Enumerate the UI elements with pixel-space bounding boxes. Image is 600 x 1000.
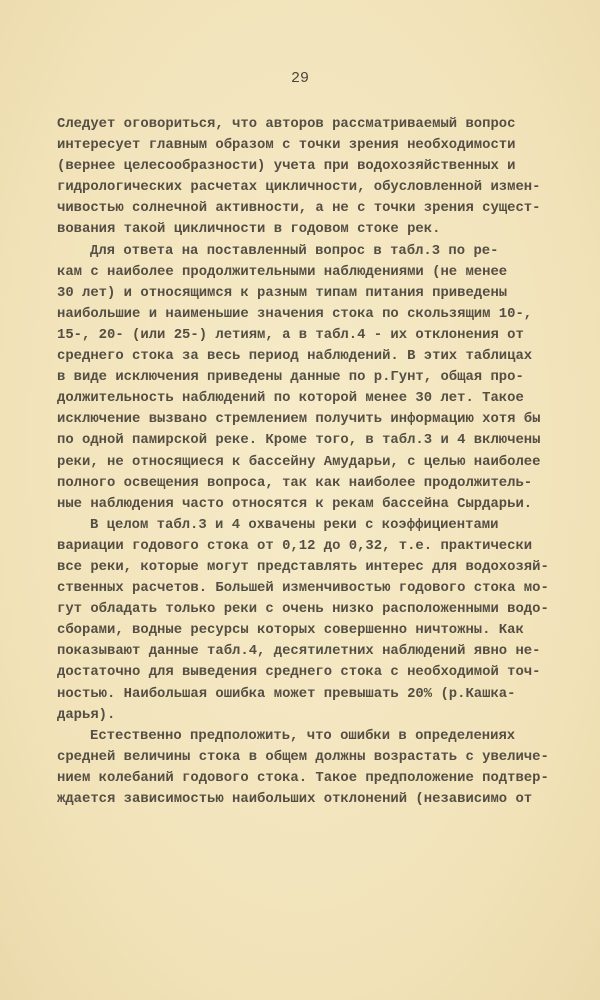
text-line: Для ответа на поставленный вопрос в табл.3 по ре- <box>90 242 499 259</box>
text-line: вариации годового стока от 0,12 до 0,32, т.е. практически <box>57 537 533 554</box>
text-line: чивостью солнечной активности, а не с точки зрения сущест- <box>57 200 541 217</box>
text-line: ностью. Наибольшая ошибка может превышать 20% (р.Кашка- <box>57 685 516 702</box>
text-line: показывают данные табл.4, десятилетних наблюдений явно не- <box>57 643 541 660</box>
text-line: все реки, которые могут представлять интерес для водохозяй- <box>57 558 549 575</box>
text-line: дарья). <box>57 706 116 723</box>
text-line: наибольшие и наименьшие значения стока по скользящим 10-, <box>57 305 533 322</box>
text-line: гидрологических расчетах цикличности, обусловленной измен- <box>57 179 541 196</box>
text-line: 15-, 20- (или 25-) летиям, а в табл.4 - их отклонения от <box>57 326 524 343</box>
text-line: ждается зависимостью наибольших отклонений (независимо от <box>57 791 533 807</box>
text-line: реки, не относящиеся к бассейну Амударьи, с целью наиболее <box>57 453 541 470</box>
text-line: гут обладать только реки с очень низко расположенными водо- <box>57 601 549 618</box>
text-line: нием колебаний годового стока. Такое предположение подтвер- <box>57 769 549 786</box>
text-line: исключение вызвано стремлением получить информацию хотя бы <box>57 411 541 428</box>
text-line: вования такой цикличности в годовом стоке рек. <box>57 221 441 238</box>
text-line: (вернее целесообразности) учета при водохозяйственных и <box>57 158 516 175</box>
text-line: ные наблюдения часто относятся к рекам бассейна Сырдарьи. <box>57 495 533 512</box>
text-line: ственных расчетов. Большей изменчивостью годового стока мо- <box>57 580 549 597</box>
body-text <box>57 114 587 810</box>
text-line: полного освещения вопроса, так как наиболее продолжитель- <box>57 474 533 491</box>
text-line: средней величины стока в общем должны возрастать с увеличе- <box>57 748 549 765</box>
text-line: должительность наблюдений по которой менее 30 лет. Такое <box>57 390 524 407</box>
text-line: достаточно для выведения среднего стока с необходимой точ- <box>57 664 541 681</box>
text-line: по одной памирской реке. Кроме того, в табл.3 и 4 включены <box>57 432 541 449</box>
text-line: 30 лет) и относящимся к разным типам питания приведены <box>57 284 508 301</box>
text-line: Следует оговориться, что авторов рассматриваемый вопрос <box>57 116 516 132</box>
text-line: интересует главным образом с точки зрения необходимости <box>57 137 516 154</box>
text-line: В целом табл.3 и 4 охвачены реки с коэффициентами <box>90 516 499 533</box>
text-line: в виде исключения приведены данные по р.Гунт, общая про- <box>57 369 524 386</box>
text-line: среднего стока за весь период наблюдений. В этих таблицах <box>57 348 533 365</box>
text-line: кам с наиболее продолжительными наблюдениями (не менее <box>57 263 508 280</box>
text-line: Естественно предположить, что ошибки в определениях <box>90 727 516 744</box>
text-line: сборами, водные ресурсы которых совершенно ничтожны. Как <box>57 622 524 639</box>
page-number: 29 <box>290 70 309 87</box>
